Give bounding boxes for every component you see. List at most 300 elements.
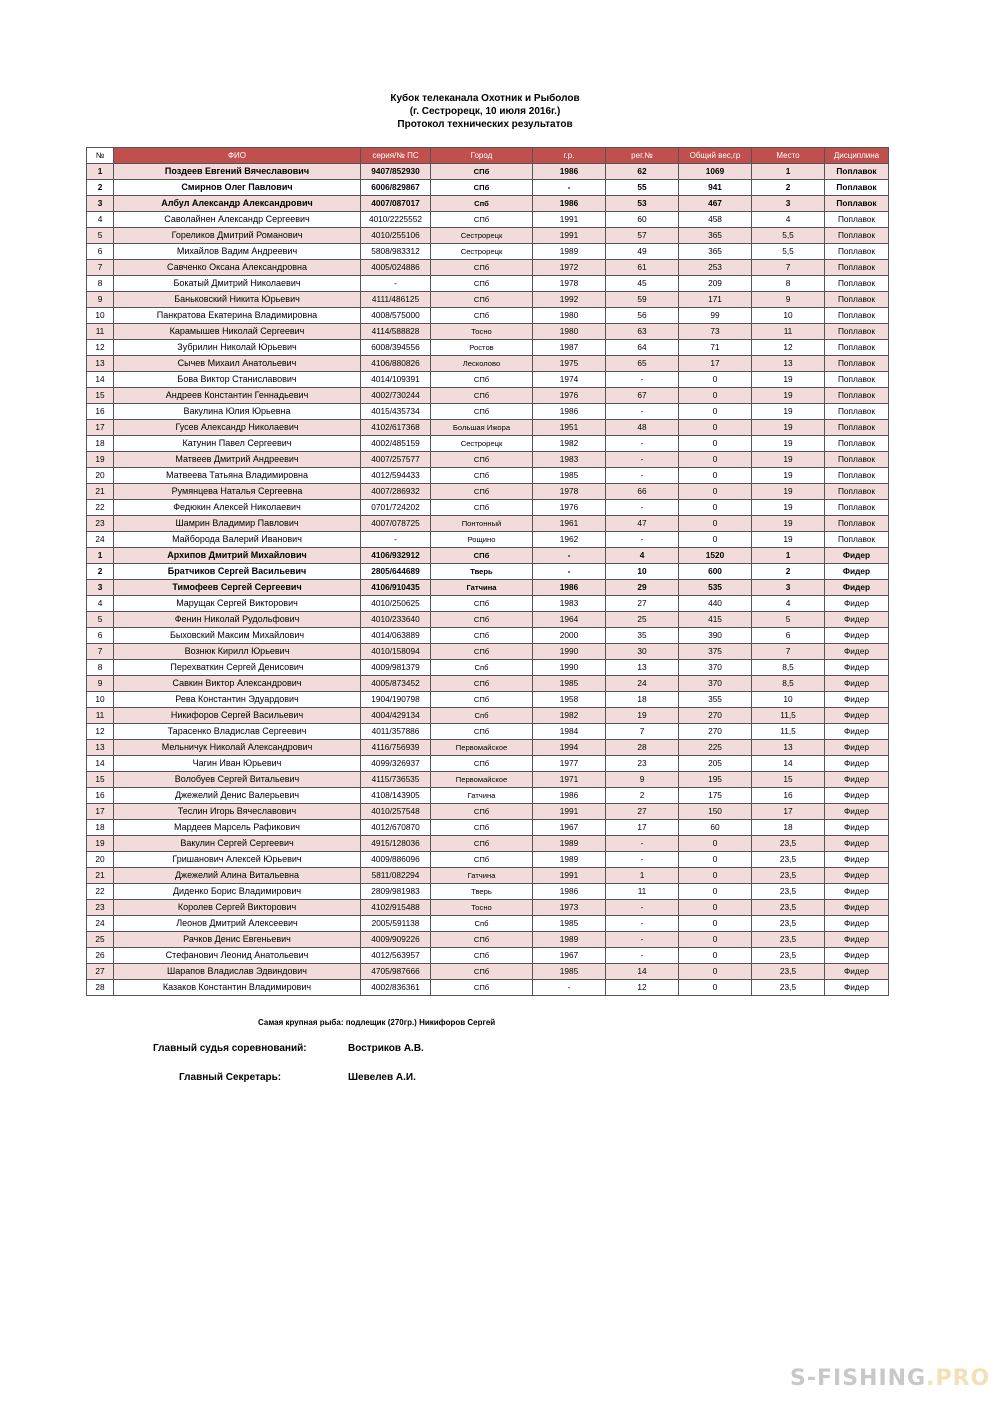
- table-row: [87, 676, 889, 692]
- city-cell: Тверь: [431, 564, 533, 580]
- discipline-cell: Поплавок: [825, 340, 889, 356]
- total-weight-cell: 0: [679, 468, 752, 484]
- city-cell: СПб: [431, 628, 533, 644]
- discipline-cell: Фидер: [825, 644, 889, 660]
- birth-year-cell: 1990: [533, 660, 606, 676]
- reg-number-cell: -: [606, 916, 679, 932]
- discipline-cell: Поплавок: [825, 484, 889, 500]
- participant-name-cell: Архипов Дмитрий Михайлович: [114, 548, 361, 564]
- table-row: [87, 964, 889, 980]
- participant-name-cell: Джежелий Денис Валерьевич: [114, 788, 361, 804]
- reg-number-cell: 10: [606, 564, 679, 580]
- passport-number-cell: 4009/909226: [361, 932, 431, 948]
- total-weight-cell: 0: [679, 916, 752, 932]
- birth-year-cell: 1986: [533, 788, 606, 804]
- total-weight-cell: 600: [679, 564, 752, 580]
- participant-name-cell: Королев Сергей Викторович: [114, 900, 361, 916]
- passport-number-cell: -: [361, 276, 431, 292]
- reg-number-cell: -: [606, 372, 679, 388]
- passport-number-cell: 9407/852930: [361, 164, 431, 180]
- birth-year-cell: 1976: [533, 500, 606, 516]
- passport-number-cell: 4007/257577: [361, 452, 431, 468]
- discipline-cell: Фидер: [825, 964, 889, 980]
- city-cell: Гатчина: [431, 788, 533, 804]
- discipline-cell: Поплавок: [825, 212, 889, 228]
- passport-number-cell: 4002/730244: [361, 388, 431, 404]
- document-title: Кубок телеканала Охотник и Рыболов: [390, 93, 580, 104]
- place-cell: 23,5: [752, 948, 825, 964]
- table-row: [87, 612, 889, 628]
- reg-number-cell: 28: [606, 740, 679, 756]
- place-cell: 2: [752, 564, 825, 580]
- discipline-cell: Фидер: [825, 836, 889, 852]
- birth-year-cell: 1985: [533, 964, 606, 980]
- place-cell: 5,5: [752, 244, 825, 260]
- table-header-row: [87, 148, 889, 164]
- row-number-cell: 7: [87, 644, 114, 660]
- row-number-cell: 18: [87, 436, 114, 452]
- row-number-cell: 23: [87, 900, 114, 916]
- discipline-cell: Поплавок: [825, 244, 889, 260]
- row-number-cell: 3: [87, 196, 114, 212]
- row-number-cell: 24: [87, 916, 114, 932]
- passport-number-cell: 6006/829867: [361, 180, 431, 196]
- discipline-cell: Фидер: [825, 772, 889, 788]
- total-weight-cell: 440: [679, 596, 752, 612]
- participant-name-cell: Гришанович Алексей Юрьевич: [114, 852, 361, 868]
- place-cell: 7: [752, 644, 825, 660]
- place-cell: 19: [752, 468, 825, 484]
- place-cell: 23,5: [752, 836, 825, 852]
- discipline-cell: Поплавок: [825, 516, 889, 532]
- discipline-cell: Фидер: [825, 948, 889, 964]
- total-weight-cell: 175: [679, 788, 752, 804]
- passport-number-cell: 4005/024886: [361, 260, 431, 276]
- participant-name-cell: Тарасенко Владислав Сергеевич: [114, 724, 361, 740]
- reg-number-cell: 67: [606, 388, 679, 404]
- reg-number-cell: 25: [606, 612, 679, 628]
- participant-name-cell: Бокатый Дмитрий Николаевич: [114, 276, 361, 292]
- passport-number-cell: 4008/575000: [361, 308, 431, 324]
- birth-year-cell: 1982: [533, 708, 606, 724]
- row-number-cell: 10: [87, 308, 114, 324]
- participant-name-cell: Перехваткин Сергей Денисович: [114, 660, 361, 676]
- col-header-city: Город: [431, 148, 533, 164]
- table-row: [87, 404, 889, 420]
- discipline-cell: Фидер: [825, 612, 889, 628]
- birth-year-cell: 1989: [533, 852, 606, 868]
- place-cell: 4: [752, 212, 825, 228]
- place-cell: 5: [752, 612, 825, 628]
- discipline-cell: Фидер: [825, 564, 889, 580]
- reg-number-cell: 49: [606, 244, 679, 260]
- passport-number-cell: 4007/286932: [361, 484, 431, 500]
- passport-number-cell: 4115/736535: [361, 772, 431, 788]
- participant-name-cell: Диденко Борис Владимирович: [114, 884, 361, 900]
- participant-name-cell: Теслин Игорь Вячеславович: [114, 804, 361, 820]
- table-row: [87, 852, 889, 868]
- row-number-cell: 8: [87, 276, 114, 292]
- birth-year-cell: -: [533, 180, 606, 196]
- total-weight-cell: 0: [679, 868, 752, 884]
- passport-number-cell: 4012/563957: [361, 948, 431, 964]
- city-cell: Первомайское: [431, 740, 533, 756]
- birth-year-cell: 1990: [533, 644, 606, 660]
- birth-year-cell: 1986: [533, 404, 606, 420]
- table-row: [87, 244, 889, 260]
- table-row: [87, 484, 889, 500]
- city-cell: Тверь: [431, 884, 533, 900]
- discipline-cell: Поплавок: [825, 228, 889, 244]
- row-number-cell: 8: [87, 660, 114, 676]
- table-row: [87, 324, 889, 340]
- city-cell: Понтонный: [431, 516, 533, 532]
- total-weight-cell: 415: [679, 612, 752, 628]
- row-number-cell: 9: [87, 676, 114, 692]
- row-number-cell: 5: [87, 612, 114, 628]
- participant-name-cell: Федюкин Алексей Николаевич: [114, 500, 361, 516]
- reg-number-cell: 14: [606, 964, 679, 980]
- total-weight-cell: 0: [679, 484, 752, 500]
- discipline-cell: Фидер: [825, 820, 889, 836]
- row-number-cell: 11: [87, 708, 114, 724]
- reg-number-cell: 23: [606, 756, 679, 772]
- total-weight-cell: 355: [679, 692, 752, 708]
- discipline-cell: Фидер: [825, 596, 889, 612]
- reg-number-cell: 63: [606, 324, 679, 340]
- reg-number-cell: -: [606, 948, 679, 964]
- reg-number-cell: 29: [606, 580, 679, 596]
- participant-name-cell: Бова Виктор Станиславович: [114, 372, 361, 388]
- discipline-cell: Фидер: [825, 868, 889, 884]
- city-cell: СПб: [431, 820, 533, 836]
- participant-name-cell: Фенин Николай Рудольфович: [114, 612, 361, 628]
- passport-number-cell: 5808/983312: [361, 244, 431, 260]
- discipline-cell: Фидер: [825, 724, 889, 740]
- passport-number-cell: 4009/886096: [361, 852, 431, 868]
- table-row: [87, 788, 889, 804]
- discipline-cell: Фидер: [825, 628, 889, 644]
- passport-number-cell: 4102/617368: [361, 420, 431, 436]
- total-weight-cell: 0: [679, 500, 752, 516]
- total-weight-cell: 60: [679, 820, 752, 836]
- total-weight-cell: 1069: [679, 164, 752, 180]
- city-cell: Большая Ижора: [431, 420, 533, 436]
- place-cell: 6: [752, 628, 825, 644]
- city-cell: СПб: [431, 468, 533, 484]
- discipline-cell: Фидер: [825, 548, 889, 564]
- participant-name-cell: Вознюк Кирилл Юрьевич: [114, 644, 361, 660]
- table-row: [87, 692, 889, 708]
- site-watermark: [790, 1366, 990, 1391]
- table-row: [87, 340, 889, 356]
- place-cell: 23,5: [752, 852, 825, 868]
- judge-name: Востриков А.В.: [348, 1043, 424, 1054]
- total-weight-cell: 0: [679, 900, 752, 916]
- passport-number-cell: 4010/255106: [361, 228, 431, 244]
- discipline-cell: Фидер: [825, 692, 889, 708]
- row-number-cell: 26: [87, 948, 114, 964]
- discipline-cell: Фидер: [825, 900, 889, 916]
- row-number-cell: 2: [87, 564, 114, 580]
- passport-number-cell: 4014/109391: [361, 372, 431, 388]
- passport-number-cell: 4108/143905: [361, 788, 431, 804]
- row-number-cell: 10: [87, 692, 114, 708]
- birth-year-cell: 1978: [533, 484, 606, 500]
- results-table-body: [87, 164, 889, 996]
- reg-number-cell: 7: [606, 724, 679, 740]
- reg-number-cell: 53: [606, 196, 679, 212]
- row-number-cell: 17: [87, 420, 114, 436]
- participant-name-cell: Рачков Денис Евгеньевич: [114, 932, 361, 948]
- col-header-place: Место: [752, 148, 825, 164]
- reg-number-cell: -: [606, 532, 679, 548]
- passport-number-cell: 4010/233640: [361, 612, 431, 628]
- row-number-cell: 14: [87, 756, 114, 772]
- place-cell: 1: [752, 548, 825, 564]
- passport-number-cell: 2005/591138: [361, 916, 431, 932]
- place-cell: 8,5: [752, 660, 825, 676]
- birth-year-cell: 1983: [533, 452, 606, 468]
- place-cell: 19: [752, 532, 825, 548]
- total-weight-cell: 0: [679, 964, 752, 980]
- place-cell: 19: [752, 420, 825, 436]
- place-cell: 23,5: [752, 900, 825, 916]
- row-number-cell: 19: [87, 452, 114, 468]
- birth-year-cell: 1983: [533, 596, 606, 612]
- participant-name-cell: Марущак Сергей Викторович: [114, 596, 361, 612]
- total-weight-cell: 195: [679, 772, 752, 788]
- discipline-cell: Фидер: [825, 884, 889, 900]
- row-number-cell: 1: [87, 164, 114, 180]
- discipline-cell: Фидер: [825, 804, 889, 820]
- total-weight-cell: 71: [679, 340, 752, 356]
- total-weight-cell: 370: [679, 660, 752, 676]
- col-header-total-weight: Общий вес,гр: [679, 148, 752, 164]
- row-number-cell: 4: [87, 212, 114, 228]
- city-cell: Сестрорецк: [431, 436, 533, 452]
- table-row: [87, 804, 889, 820]
- birth-year-cell: 1974: [533, 372, 606, 388]
- reg-number-cell: 1: [606, 868, 679, 884]
- discipline-cell: Поплавок: [825, 196, 889, 212]
- reg-number-cell: -: [606, 452, 679, 468]
- city-cell: СПб: [431, 932, 533, 948]
- passport-number-cell: 5811/082294: [361, 868, 431, 884]
- discipline-cell: Фидер: [825, 788, 889, 804]
- birth-year-cell: 1994: [533, 740, 606, 756]
- city-cell: СПб: [431, 836, 533, 852]
- row-number-cell: 11: [87, 324, 114, 340]
- row-number-cell: 13: [87, 356, 114, 372]
- watermark-suffix: .PRO: [926, 1366, 991, 1391]
- table-row: [87, 868, 889, 884]
- place-cell: 19: [752, 436, 825, 452]
- discipline-cell: Поплавок: [825, 308, 889, 324]
- birth-year-cell: 1992: [533, 292, 606, 308]
- discipline-cell: Поплавок: [825, 420, 889, 436]
- city-cell: СПб: [431, 980, 533, 996]
- city-cell: СПб: [431, 612, 533, 628]
- city-cell: СПб: [431, 692, 533, 708]
- birth-year-cell: 1989: [533, 836, 606, 852]
- birth-year-cell: 1976: [533, 388, 606, 404]
- participant-name-cell: Савкин Виктор Александрович: [114, 676, 361, 692]
- total-weight-cell: 270: [679, 724, 752, 740]
- place-cell: 19: [752, 372, 825, 388]
- city-cell: СПб: [431, 292, 533, 308]
- row-number-cell: 16: [87, 788, 114, 804]
- table-row: [87, 212, 889, 228]
- participant-name-cell: Мардеев Марсель Рафикович: [114, 820, 361, 836]
- birth-year-cell: 1958: [533, 692, 606, 708]
- city-cell: СПб: [431, 308, 533, 324]
- city-cell: Гатчина: [431, 580, 533, 596]
- birth-year-cell: 1971: [533, 772, 606, 788]
- city-cell: Сестрорецк: [431, 228, 533, 244]
- reg-number-cell: 61: [606, 260, 679, 276]
- discipline-cell: Поплавок: [825, 404, 889, 420]
- total-weight-cell: 0: [679, 404, 752, 420]
- city-cell: СПб: [431, 212, 533, 228]
- participant-name-cell: Гусев Александр Николаевич: [114, 420, 361, 436]
- place-cell: 15: [752, 772, 825, 788]
- place-cell: 19: [752, 452, 825, 468]
- reg-number-cell: 4: [606, 548, 679, 564]
- place-cell: 4: [752, 596, 825, 612]
- total-weight-cell: 0: [679, 436, 752, 452]
- place-cell: 23,5: [752, 932, 825, 948]
- discipline-cell: Поплавок: [825, 356, 889, 372]
- reg-number-cell: -: [606, 932, 679, 948]
- birth-year-cell: 1973: [533, 900, 606, 916]
- passport-number-cell: 4010/158094: [361, 644, 431, 660]
- birth-year-cell: 1986: [533, 196, 606, 212]
- passport-number-cell: 2805/644689: [361, 564, 431, 580]
- discipline-cell: Фидер: [825, 932, 889, 948]
- total-weight-cell: 0: [679, 884, 752, 900]
- row-number-cell: 7: [87, 260, 114, 276]
- discipline-cell: Поплавок: [825, 180, 889, 196]
- col-header-discipline: Дисциплина: [825, 148, 889, 164]
- discipline-cell: Фидер: [825, 852, 889, 868]
- reg-number-cell: 64: [606, 340, 679, 356]
- passport-number-cell: 4011/357886: [361, 724, 431, 740]
- discipline-cell: Фидер: [825, 676, 889, 692]
- table-row: [87, 180, 889, 196]
- city-cell: СПб: [431, 404, 533, 420]
- table-row: [87, 596, 889, 612]
- table-row: [87, 660, 889, 676]
- participant-name-cell: Джежелий Алина Витальевна: [114, 868, 361, 884]
- participant-name-cell: Рева Константин Эдуардович: [114, 692, 361, 708]
- passport-number-cell: 4106/932912: [361, 548, 431, 564]
- birth-year-cell: 1986: [533, 884, 606, 900]
- row-number-cell: 13: [87, 740, 114, 756]
- total-weight-cell: 365: [679, 228, 752, 244]
- birth-year-cell: 1991: [533, 804, 606, 820]
- row-number-cell: 19: [87, 836, 114, 852]
- place-cell: 7: [752, 260, 825, 276]
- place-cell: 11: [752, 324, 825, 340]
- discipline-cell: Поплавок: [825, 260, 889, 276]
- participant-name-cell: Сычев Михаил Анатольевич: [114, 356, 361, 372]
- reg-number-cell: 27: [606, 596, 679, 612]
- place-cell: 18: [752, 820, 825, 836]
- birth-year-cell: 1980: [533, 308, 606, 324]
- total-weight-cell: 171: [679, 292, 752, 308]
- place-cell: 12: [752, 340, 825, 356]
- passport-number-cell: 4010/257548: [361, 804, 431, 820]
- reg-number-cell: 30: [606, 644, 679, 660]
- birth-year-cell: 1951: [533, 420, 606, 436]
- reg-number-cell: 9: [606, 772, 679, 788]
- total-weight-cell: 535: [679, 580, 752, 596]
- table-row: [87, 836, 889, 852]
- birth-year-cell: 1987: [533, 340, 606, 356]
- passport-number-cell: 4102/915488: [361, 900, 431, 916]
- discipline-cell: Поплавок: [825, 500, 889, 516]
- city-cell: Гатчина: [431, 868, 533, 884]
- table-row: [87, 356, 889, 372]
- passport-number-cell: 4099/326937: [361, 756, 431, 772]
- place-cell: 9: [752, 292, 825, 308]
- total-weight-cell: 0: [679, 452, 752, 468]
- passport-number-cell: 2809/981983: [361, 884, 431, 900]
- total-weight-cell: 390: [679, 628, 752, 644]
- passport-number-cell: 1904/190798: [361, 692, 431, 708]
- passport-number-cell: 4106/880826: [361, 356, 431, 372]
- table-row: [87, 916, 889, 932]
- place-cell: 2: [752, 180, 825, 196]
- birth-year-cell: 1985: [533, 676, 606, 692]
- passport-number-cell: 4007/087017: [361, 196, 431, 212]
- city-cell: СПб: [431, 180, 533, 196]
- total-weight-cell: 1520: [679, 548, 752, 564]
- participant-name-cell: Майборода Валерий Иванович: [114, 532, 361, 548]
- reg-number-cell: 55: [606, 180, 679, 196]
- place-cell: 17: [752, 804, 825, 820]
- city-cell: СПб: [431, 260, 533, 276]
- row-number-cell: 4: [87, 596, 114, 612]
- passport-number-cell: 4111/486125: [361, 292, 431, 308]
- city-cell: Спб: [431, 708, 533, 724]
- row-number-cell: 27: [87, 964, 114, 980]
- table-row: [87, 772, 889, 788]
- reg-number-cell: 66: [606, 484, 679, 500]
- passport-number-cell: 4010/2225552: [361, 212, 431, 228]
- passport-number-cell: 4009/981379: [361, 660, 431, 676]
- reg-number-cell: 45: [606, 276, 679, 292]
- row-number-cell: 3: [87, 580, 114, 596]
- row-number-cell: 23: [87, 516, 114, 532]
- results-table: [86, 147, 889, 996]
- place-cell: 19: [752, 484, 825, 500]
- total-weight-cell: 150: [679, 804, 752, 820]
- discipline-cell: Поплавок: [825, 436, 889, 452]
- total-weight-cell: 73: [679, 324, 752, 340]
- discipline-cell: Поплавок: [825, 468, 889, 484]
- passport-number-cell: 6008/394556: [361, 340, 431, 356]
- watermark-main: S-FISHING: [790, 1366, 927, 1391]
- place-cell: 14: [752, 756, 825, 772]
- birth-year-cell: 1989: [533, 932, 606, 948]
- total-weight-cell: 270: [679, 708, 752, 724]
- city-cell: СПб: [431, 756, 533, 772]
- city-cell: Спб: [431, 660, 533, 676]
- row-number-cell: 2: [87, 180, 114, 196]
- discipline-cell: Поплавок: [825, 276, 889, 292]
